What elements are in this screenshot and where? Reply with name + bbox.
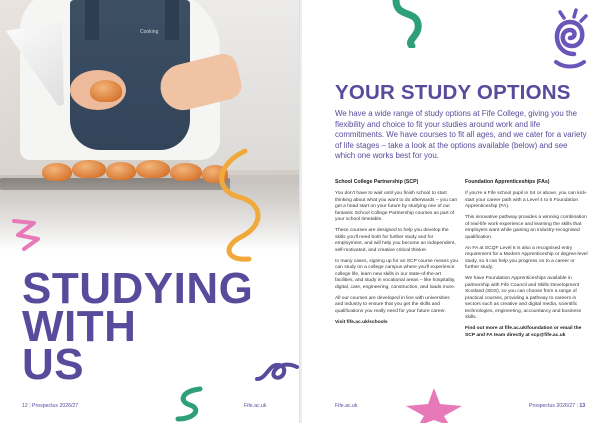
title-line-2: WITH xyxy=(22,302,137,351)
fa-paragraph: This innovative pathway provides a winning combination of real-life work experience and learning the skills that employers want while gaining an industry-recognised qualification. xyxy=(465,215,587,240)
pink-star-icon xyxy=(400,386,470,423)
section-heading: YOUR STUDY OPTIONS xyxy=(335,81,571,104)
scp-paragraph: All our courses are developed in line with universities and industry to ensure that you get the skills and qualifications you really need for your future career. xyxy=(335,295,450,314)
fa-foundation-link[interactable]: Find out more at fife.ac.uk/foundation or email the SCP and FA team directly at scp@fife.ac.uk xyxy=(465,326,582,338)
footer-page-number: 12 | Prospectus 2026/27 xyxy=(22,403,79,409)
green-squiggle-icon xyxy=(390,0,430,48)
apron-logo: Cooking xyxy=(140,29,159,35)
scp-title: School College Partnership (SCP) xyxy=(335,179,419,185)
right-page xyxy=(302,0,600,423)
fa-column xyxy=(465,179,589,344)
orange-swirl-icon xyxy=(205,145,275,265)
fa-paragraph: If you're a Fife school pupil in S4 or above, you can kick-start your career path with a Level 4 to 6 Foundation Apprenticeship (FA). xyxy=(465,191,588,209)
teal-squiggle-icon xyxy=(172,385,208,423)
title-line-1: STUDYING xyxy=(22,264,254,313)
footer-site-link[interactable]: Fife.ac.uk xyxy=(335,403,358,409)
purple-curl-icon xyxy=(255,355,300,390)
fa-paragraph: We have Foundation Apprenticeships available in partnership with Fife Council and Skills Development Scotland (SDS), so you can choose from a range of practical courses, providing a pathway to careers in sectors such as creative and digital media, scientific technologies, engineering, accountancy and business skills. xyxy=(465,276,582,321)
scp-column xyxy=(335,179,459,331)
scp-paragraph: These courses are designed to help you develop the skills you'll need both for further study and for employment, and will help you become an independent, self-motivated, and creative critical thinker. xyxy=(335,228,456,253)
purple-swirl-icon xyxy=(546,8,596,72)
title-line-3: US xyxy=(22,340,85,389)
page-title xyxy=(22,264,254,389)
footer-page-number: Prospectus 2026/27 | 13 xyxy=(529,403,586,409)
fa-paragraph: An FA at SCQF Level 6 is also a recognised entry requirement for a Modern Apprenticeship or degree-level study, so it can help you progress on to a career or further study. xyxy=(465,245,588,271)
intro-paragraph: We have a wide range of study options at Fife College, giving you the flexibility and choice to fit your studies around work and life commitments. We have courses to fit all ages, and we cater for a variety of life stages – take a look at the options available (below) and see which one works best for you. xyxy=(335,109,587,161)
scp-schools-link[interactable]: Visit fife.ac.uk/schools xyxy=(335,319,388,325)
pink-squiggle-icon xyxy=(10,215,44,255)
fa-title: Foundation Apprenticeships (FAs) xyxy=(465,179,550,185)
scp-paragraph: In many cases, signing up for an SCP course means you can study on a college campus where you'll experience college life, learn new skills in our state-of-the-art facilities, and study in vocational areas – like hospitality, digital, care, engineering, construction, and loads more. xyxy=(335,258,459,290)
footer-site-link[interactable]: Fife.ac.uk xyxy=(244,403,267,409)
scp-paragraph: You don't have to wait until you finish school to start thinking about what you want to do afterwards – you can get a head start on your future by studying one of our fantastic School College Partnership courses as part of your school timetable. xyxy=(335,191,458,222)
